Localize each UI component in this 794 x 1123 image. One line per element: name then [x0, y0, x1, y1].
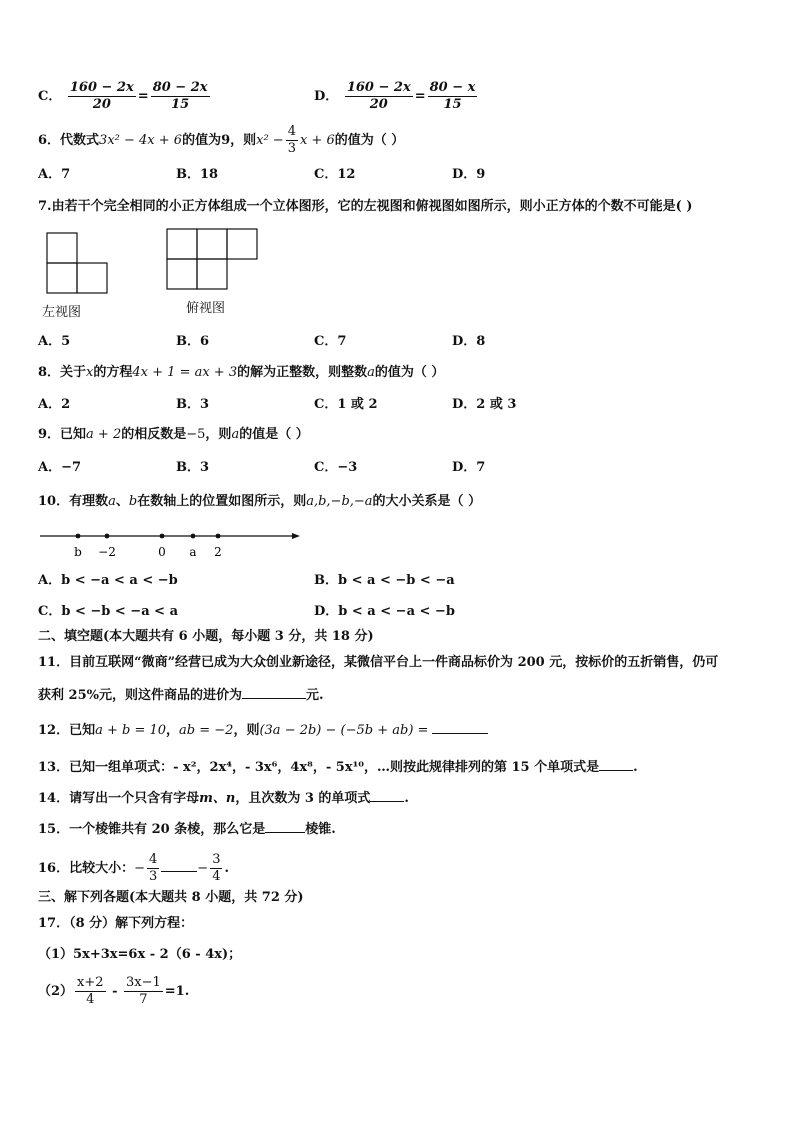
q17-part1: （1）5x+3x=6x - 2（6 - 4x)；	[38, 947, 242, 962]
axis-label-b: b	[74, 545, 82, 559]
point-0	[160, 534, 165, 539]
q6-option-c: C．12	[314, 167, 356, 182]
q14-question: 14．请写出一个只含有字母m、n，且次数为 3 的单项式 .	[38, 791, 409, 806]
option-label: D．	[314, 89, 339, 104]
point-b	[76, 534, 81, 539]
point-minus-2	[105, 534, 110, 539]
q17-part2: （2） $\frac{x+2}{4}$ - $\frac{3x-1}{7}$ =1.	[38, 975, 190, 1007]
left-view-label: 左视图	[42, 305, 82, 320]
q8-option-c: C．1 或 2	[314, 397, 378, 412]
q8-option-b: B．3	[176, 397, 210, 412]
axis-label-2: 2	[214, 545, 222, 559]
answer-blank[interactable]	[265, 832, 305, 833]
q8-question: 8．关于x的方程4x + 1 = ax + 3的解为正整数，则整数a的值为（ ）	[38, 365, 445, 380]
axis-label-a: a	[189, 545, 197, 559]
q8-option-a: A．2	[38, 397, 71, 412]
q17-title: 17．（8 分）解下列方程：	[38, 916, 194, 931]
q7-option-b: B．6	[176, 334, 210, 349]
top-view-figure	[166, 228, 258, 290]
left-view-figure	[46, 232, 110, 294]
answer-blank[interactable]	[242, 698, 306, 699]
q5-option-c: C． $\frac{160 - 2x}{20}$ = $\frac{80 - 2x}{15}$	[38, 80, 208, 112]
number-line	[38, 526, 308, 562]
q6-option-b: B．18	[176, 167, 219, 182]
q7-question: 7.由若干个完全相同的小正方体组成一个立体图形，它的左视图和俯视图如图所示，则小正方体的个数不可能是( )	[38, 199, 693, 214]
q10-question: 10．有理数a、b在数轴上的位置如图所示，则a,b,−b,−a的大小关系是（ ）	[38, 494, 482, 509]
q10-option-a: A．b < −a < a < −b	[38, 573, 178, 588]
fraction: $\frac{160 - 2x}{20}$	[69, 80, 134, 112]
q6-option-a: A．7	[38, 167, 71, 182]
answer-blank[interactable]	[161, 871, 197, 872]
q8-option-d: D．2 或 3	[452, 397, 517, 412]
q12-question: 12．已知a + b = 10，ab = −2，则(3a − 2b) − (−5b + ab) =	[38, 722, 488, 740]
q9-option-d: D．7	[452, 460, 486, 475]
section-2-heading: 二、填空题(本大题共有 6 小题，每小题 3 分，共 18 分)	[38, 629, 374, 644]
axis-label-minus-2: −2	[98, 545, 116, 559]
q9-option-b: B．3	[176, 460, 210, 475]
q10-option-d: D．b < a < −a < −b	[314, 604, 455, 619]
fraction: $\frac{3}{4}$	[212, 852, 221, 884]
q16-question: 16．比较大小：− $\frac{4}{3}$ − $\frac{3}{4}$ .	[38, 852, 229, 884]
q10-option-c: C．b < −b < −a < a	[38, 604, 178, 619]
q6-option-d: D．9	[452, 167, 486, 182]
q9-option-c: C．−3	[314, 460, 358, 475]
answer-blank[interactable]	[432, 733, 488, 734]
q11-line2: 获利 25%元，则这件商品的进价为 元.	[38, 688, 324, 703]
q9-question: 9．已知a + 2的相反数是−5，则a的值是（ ）	[38, 427, 309, 442]
answer-blank[interactable]	[599, 770, 633, 771]
fraction: $\frac{160 - 2x}{20}$	[346, 80, 411, 112]
q9-option-a: A．−7	[38, 460, 82, 475]
point-a	[191, 534, 196, 539]
q13-question: 13．已知一组单项式：- x²，2x⁴，- 3x⁶，4x⁸，- 5x¹⁰，…则按此规律排列的第 15 个单项式是 .	[38, 760, 638, 775]
q7-option-a: A．5	[38, 334, 71, 349]
q11-line1: 11．目前互联网“微商”经营已成为大众创业新途径，某微信平台上一件商品标价为 200 元，按标价的五折销售，仍可	[38, 655, 719, 670]
q5-option-d: D． $\frac{160 - 2x}{20}$ = $\frac{80 - x}{15}$	[314, 80, 476, 112]
q7-option-d: D．8	[452, 334, 486, 349]
point-2	[216, 534, 221, 539]
answer-blank[interactable]	[370, 801, 404, 802]
q7-option-c: C．7	[314, 334, 347, 349]
option-label: C．	[38, 89, 62, 104]
fraction: $\frac{3x-1}{7}$	[126, 975, 161, 1007]
section-3-heading: 三、解下列各题(本大题共 8 小题，共 72 分)	[38, 890, 304, 905]
q15-question: 15．一个棱锥共有 20 条棱，那么它是 棱锥.	[38, 822, 336, 837]
fraction: $\frac{80 - x}{15}$	[429, 80, 476, 112]
q6-question: 6．代数式3x² − 4x + 6的值为9，则x² − $\frac{4}{3}$ x + 6的值为（ ）	[38, 124, 405, 156]
fraction: $\frac{4}{3}$	[287, 124, 296, 156]
q10-option-b: B．b < a < −b < −a	[314, 573, 455, 588]
fraction: $\frac{x+2}{4}$	[77, 975, 104, 1007]
fraction: $\frac{4}{3}$	[149, 852, 158, 884]
fraction: $\frac{80 - 2x}{15}$	[152, 80, 208, 112]
axis-label-0: 0	[158, 545, 166, 559]
top-view-label: 俯视图	[186, 301, 226, 316]
